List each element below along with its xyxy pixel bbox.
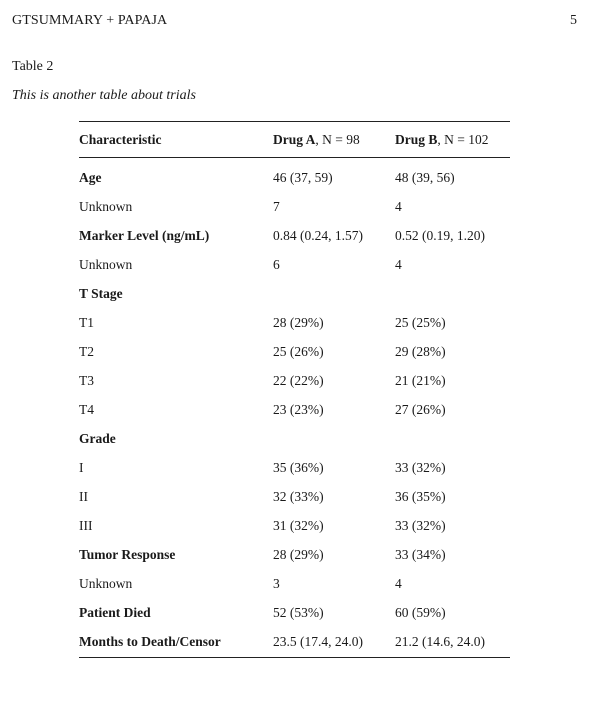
row-label: T2 bbox=[79, 343, 94, 359]
row-label: III bbox=[79, 517, 93, 533]
row-label: T3 bbox=[79, 372, 94, 388]
table-row bbox=[79, 221, 510, 250]
drug-b-value: 36 (35%) bbox=[395, 488, 446, 504]
drug-b-value: 27 (26%) bbox=[395, 401, 446, 417]
drug-b-value: 21 (21%) bbox=[395, 372, 446, 388]
drug-a-value: 3 bbox=[273, 575, 280, 591]
table-row bbox=[79, 337, 510, 366]
running-head: GTSUMMARY + PAPAJA bbox=[12, 13, 168, 28]
row-label: T Stage bbox=[79, 285, 123, 301]
table-header-row bbox=[79, 122, 510, 157]
table-row bbox=[79, 453, 510, 482]
page-number: 5 bbox=[570, 13, 577, 28]
row-label: Months to Death/Censor bbox=[79, 633, 221, 649]
drug-b-value: 0.52 (0.19, 1.20) bbox=[395, 227, 485, 243]
drug-b-value: 29 (28%) bbox=[395, 343, 446, 359]
table-row bbox=[79, 366, 510, 395]
drug-a-value: 35 (36%) bbox=[273, 459, 324, 475]
table-body bbox=[79, 158, 510, 657]
table-row bbox=[79, 598, 510, 627]
table-row bbox=[79, 250, 510, 279]
header-drug-a bbox=[273, 132, 360, 148]
drug-b-value: 33 (34%) bbox=[395, 546, 446, 562]
drug-b-value: 60 (59%) bbox=[395, 604, 446, 620]
table-caption: This is another table about trials bbox=[12, 88, 196, 103]
table-row bbox=[79, 511, 510, 540]
row-label: Age bbox=[79, 169, 102, 185]
row-label: Unknown bbox=[79, 256, 133, 272]
drug-a-value: 28 (29%) bbox=[273, 546, 324, 562]
drug-a-value: 31 (32%) bbox=[273, 517, 324, 533]
header-drug-a-name: Drug A bbox=[273, 131, 316, 147]
drug-b-value: 4 bbox=[395, 575, 402, 591]
summary-table bbox=[79, 121, 510, 658]
row-label: Marker Level (ng/mL) bbox=[79, 227, 210, 243]
drug-b-value: 4 bbox=[395, 256, 402, 272]
drug-a-value: 6 bbox=[273, 256, 280, 272]
table-row bbox=[79, 192, 510, 221]
row-label: T1 bbox=[79, 314, 94, 330]
drug-b-value: 4 bbox=[395, 198, 402, 214]
table-row bbox=[79, 395, 510, 424]
row-label: Unknown bbox=[79, 198, 133, 214]
drug-a-value: 28 (29%) bbox=[273, 314, 324, 330]
drug-a-value: 23.5 (17.4, 24.0) bbox=[273, 633, 363, 649]
row-label: Tumor Response bbox=[79, 546, 176, 562]
drug-a-value: 52 (53%) bbox=[273, 604, 324, 620]
row-label: Unknown bbox=[79, 575, 133, 591]
row-label: Grade bbox=[79, 430, 116, 446]
table-row bbox=[79, 569, 510, 598]
row-label: Patient Died bbox=[79, 604, 151, 620]
table-bottom-rule bbox=[79, 657, 510, 658]
drug-b-value: 33 (32%) bbox=[395, 459, 446, 475]
header-drug-b-name: Drug B bbox=[395, 131, 438, 147]
header-drug-b-n: , N = 102 bbox=[437, 131, 489, 147]
table-label: Table 2 bbox=[12, 59, 54, 74]
row-label: I bbox=[79, 459, 84, 475]
drug-a-value: 7 bbox=[273, 198, 280, 214]
drug-b-value: 48 (39, 56) bbox=[395, 169, 455, 185]
table-row bbox=[79, 482, 510, 511]
drug-a-value: 25 (26%) bbox=[273, 343, 324, 359]
drug-b-value: 21.2 (14.6, 24.0) bbox=[395, 633, 485, 649]
drug-a-value: 0.84 (0.24, 1.57) bbox=[273, 227, 363, 243]
table-row bbox=[79, 279, 510, 308]
table-row bbox=[79, 424, 510, 453]
table-row bbox=[79, 540, 510, 569]
drug-b-value: 33 (32%) bbox=[395, 517, 446, 533]
table-row bbox=[79, 163, 510, 192]
table-row bbox=[79, 627, 510, 656]
drug-a-value: 32 (33%) bbox=[273, 488, 324, 504]
drug-a-value: 46 (37, 59) bbox=[273, 169, 333, 185]
drug-a-value: 23 (23%) bbox=[273, 401, 324, 417]
header-characteristic: Characteristic bbox=[79, 131, 162, 147]
header-drug-a-n: , N = 98 bbox=[315, 131, 360, 147]
drug-b-value: 25 (25%) bbox=[395, 314, 446, 330]
table-row bbox=[79, 308, 510, 337]
row-label: II bbox=[79, 488, 88, 504]
drug-a-value: 22 (22%) bbox=[273, 372, 324, 388]
row-label: T4 bbox=[79, 401, 94, 417]
header-drug-b bbox=[395, 132, 489, 148]
